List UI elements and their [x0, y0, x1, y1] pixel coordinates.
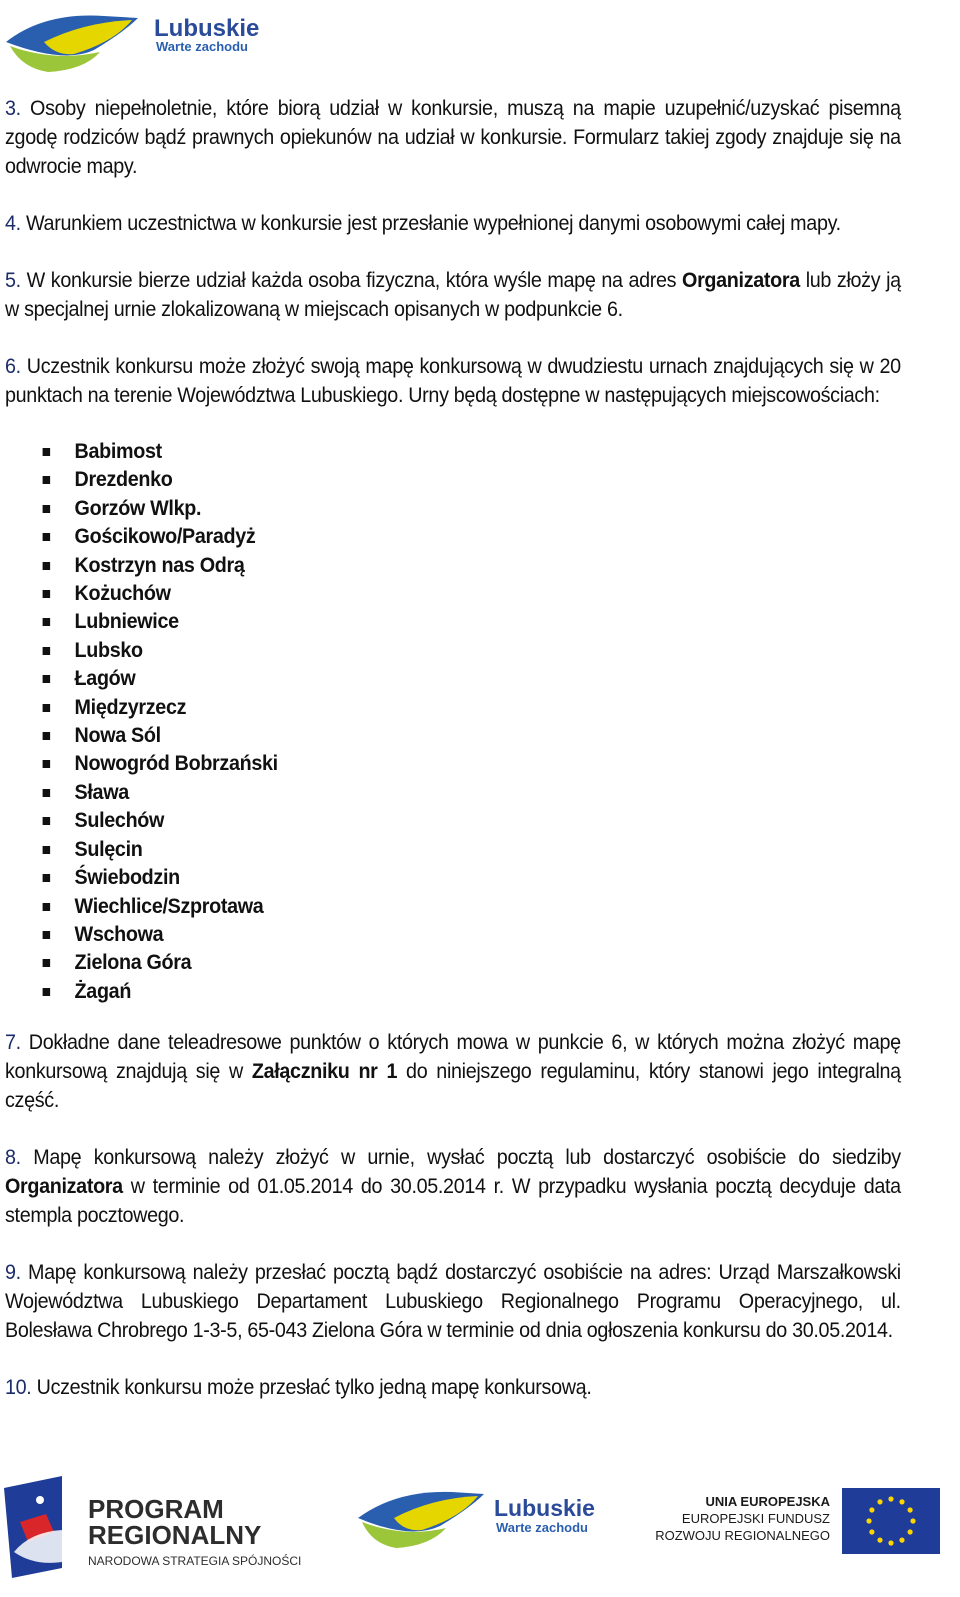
eu-star-icon	[899, 1538, 904, 1543]
list-item: Gorzów Wlkp.	[43, 495, 901, 523]
eu-star-icon	[888, 1540, 893, 1545]
list-item: Sulęcin	[43, 836, 901, 864]
paragraph-6: 6. Uczestnik konkursu może złożyć swoją mapę konkursową w dwudziestu urnach znajdujących się w 20 punktach na terenie Województwa Lubuskiego. Urny będą dostępne w następujących miejscowościach:	[5, 355, 901, 407]
town-list	[43, 438, 901, 1006]
regulations-text	[5, 94, 901, 1430]
list-item: Wschowa	[43, 921, 901, 949]
eu-star-icon	[877, 1499, 882, 1504]
eu-star-icon	[877, 1538, 882, 1543]
lubuskie-header-logo	[4, 2, 266, 76]
eu-star-icon	[869, 1507, 874, 1512]
list-item: Drezdenko	[43, 466, 901, 494]
eu-star-icon	[866, 1518, 871, 1523]
svg-text:NARODOWA STRATEGIA SPÓJNOŚCI: NARODOWA STRATEGIA SPÓJNOŚCI	[88, 1554, 302, 1568]
lubuskie-footer-logo	[358, 1492, 595, 1548]
svg-text:Lubuskie: Lubuskie	[494, 1495, 595, 1521]
list-item: Sulechów	[43, 807, 901, 835]
paragraph-4: 4. Warunkiem uczestnictwa w konkursie jest przesłanie wypełnionej danymi osobowymi całej mapy.	[5, 212, 841, 235]
svg-text:ROZWOJU REGIONALNEGO: ROZWOJU REGIONALNEGO	[655, 1528, 830, 1543]
svg-text:Warte zachodu: Warte zachodu	[496, 1520, 588, 1535]
paragraph-5: 5. W konkursie bierze udział każda osoba fizyczna, która wyśle mapę na adres Organizatora lub złoży ją w specjalnej urnie zlokalizowaną w miejscach opisanych w podpunkcie 6.	[5, 269, 901, 321]
paragraph-7: 7. Dokładne dane teleadresowe punktów o których mowa w punkcie 6, w których można złożyć mapę konkursową znajdują się w Załączniku nr 1 do niniejszego regulaminu, który stanowi jego integralną część.	[5, 1031, 901, 1113]
list-item: Sława	[43, 779, 901, 807]
list-item: Kożuchów	[43, 580, 901, 608]
paragraph-8: 8. Mapę konkursową należy złożyć w urnie, wysłać pocztą lub dostarczyć osobiście do siedziby Organizatora w terminie od 01.05.2014 do 30.05.2014 r. W przypadku wysłania pocztą decyduje data stempla pocztowego.	[5, 1146, 901, 1228]
list-item: Świebodzin	[43, 864, 901, 892]
svg-text:UNIA EUROPEJSKA: UNIA EUROPEJSKA	[705, 1494, 830, 1509]
list-item: Nowogród Bobrzański	[43, 750, 901, 778]
eu-star-icon	[908, 1529, 913, 1534]
list-item: Wiechlice/Szprotawa	[43, 893, 901, 921]
svg-text:REGIONALNY: REGIONALNY	[88, 1520, 262, 1550]
list-item: Zielona Góra	[43, 949, 901, 977]
logo-tagline: Warte zachodu	[156, 39, 248, 54]
list-item: Lubniewice	[43, 608, 901, 636]
list-item: Łagów	[43, 665, 901, 693]
paragraph-3: 3. Osoby niepełnoletnie, które biorą udział w konkursie, muszą na mapie uzupełnić/uzyskać pisemną zgodę rodziców bądź prawnych opiekunów na udział w konkursie. Formularz takiej zgody znajduje się na odwrocie mapy.	[5, 97, 901, 178]
list-item: Międzyrzecz	[43, 694, 901, 722]
list-item: Lubsko	[43, 637, 901, 665]
list-item: Kostrzyn nas Odrą	[43, 552, 901, 580]
program-regionalny-logo	[4, 1476, 301, 1578]
eu-star-icon	[899, 1499, 904, 1504]
eu-star-icon	[910, 1518, 915, 1523]
logo-name: Lubuskie	[154, 15, 260, 42]
paragraph-9: 9. Mapę konkursową należy przesłać pocztą bądź dostarczyć osobiście na adres: Urząd Marszałkowski Województwa Lubuskiego Departament Lubuskiego Regionalnego Programu Operacyjnego, ul. Bolesława Chrobrego 1-3-5, 65-043 Zielona Góra w terminie od dnia ogłoszenia konkursu do 30.05.2014.	[5, 1261, 901, 1343]
eu-star-icon	[908, 1507, 913, 1512]
list-item: Żagań	[43, 978, 901, 1006]
footer-logos	[0, 1470, 960, 1597]
list-item: Nowa Sól	[43, 722, 901, 750]
paragraph-10: 10. Uczestnik konkursu może przesłać tylko jedną mapę konkursową.	[5, 1376, 592, 1400]
svg-text:PROGRAM: PROGRAM	[88, 1494, 224, 1524]
eu-logo	[655, 1488, 940, 1554]
svg-text:EUROPEJSKI FUNDUSZ: EUROPEJSKI FUNDUSZ	[681, 1511, 830, 1526]
eu-star-icon	[888, 1496, 893, 1501]
list-item: Gościkowo/Paradyż	[43, 523, 901, 551]
eu-star-icon	[869, 1529, 874, 1534]
list-item: Babimost	[43, 438, 901, 466]
